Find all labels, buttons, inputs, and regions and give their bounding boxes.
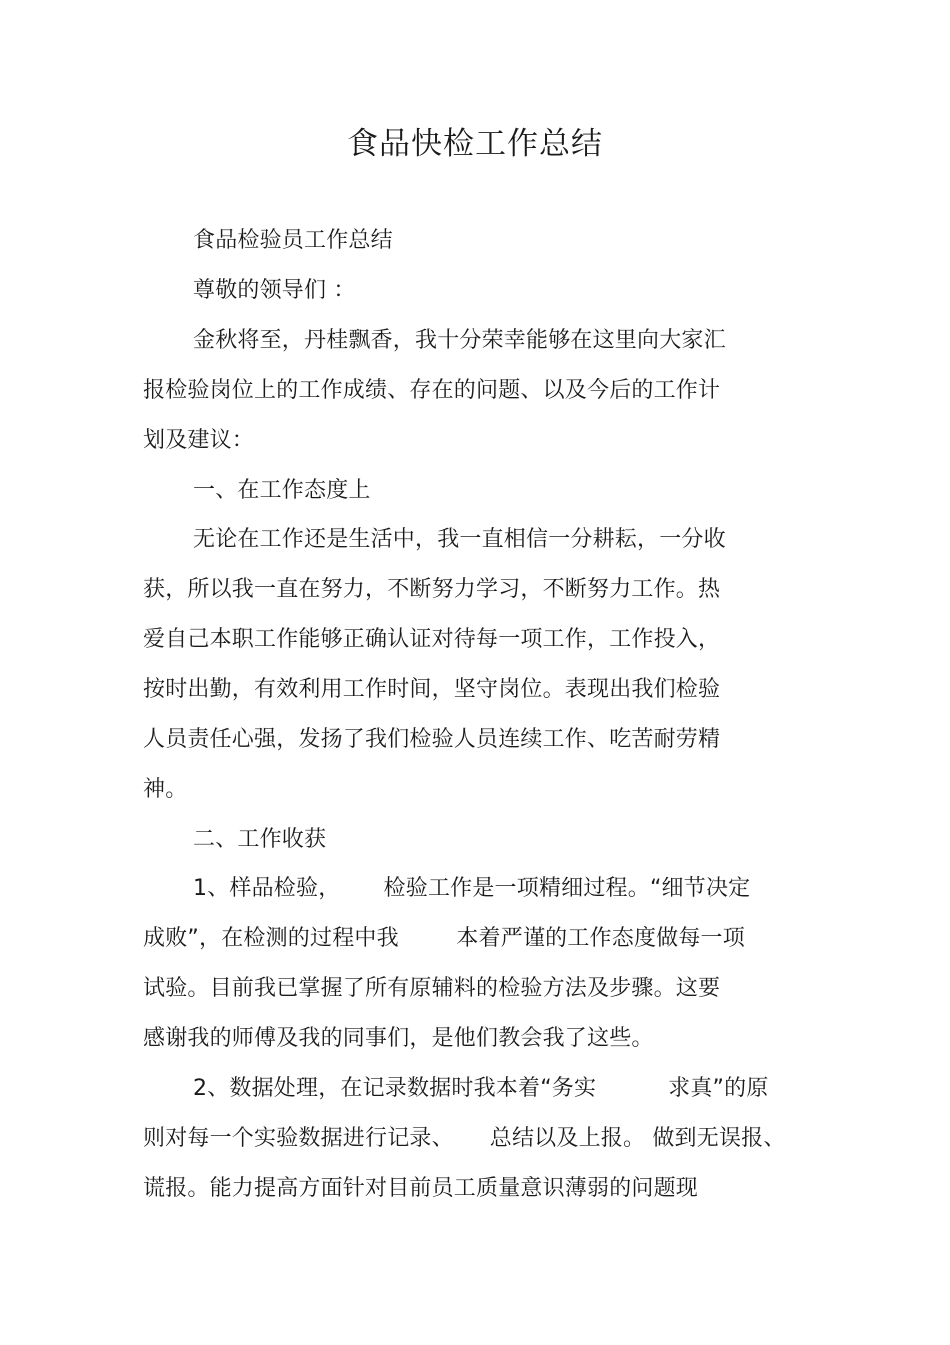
section-heading: 一、在工作态度上	[193, 478, 371, 503]
salutation-line: 尊敬的领导们 ：	[193, 278, 356, 303]
document-title: 食品快检工作总结	[347, 126, 603, 162]
paragraph-line: 试验。目前我已掌握了所有原辅料的检验方法及步骤。这要	[143, 976, 721, 1001]
paragraph-line: 2、数据处理，在记录数据时我本着“务实 求真”的原	[193, 1076, 769, 1101]
paragraph-line: 爱自己本职工作能够正确认证对待每一项工作，工作投入，	[143, 627, 721, 652]
paragraph-line: 感谢我的师傅及我的同事们，是他们教会我了这些。	[143, 1026, 654, 1051]
paragraph-line: 报检验岗位上的工作成绩、存在的问题、以及今后的工作计	[143, 378, 721, 403]
section-heading: 二、工作收获	[193, 827, 327, 852]
paragraph-line: 金秋将至，丹桂飘香，我十分荣幸能够在这里向大家汇	[193, 328, 726, 353]
paragraph-line: 1、样品检验， 检验工作是一项精细过程。“细节决定	[193, 876, 751, 901]
paragraph-line: 获，所以我一直在努力，不断努力学习，不断努力工作。热	[143, 577, 721, 602]
subtitle-line: 食品检验员工作总结	[193, 228, 393, 253]
paragraph-line: 人员责任心强，发扬了我们检验人员连续工作、吃苦耐劳精	[143, 727, 721, 752]
paragraph-line: 谎报。能力提高方面针对目前员工质量意识薄弱的问题现	[143, 1176, 699, 1201]
paragraph-line: 神。	[143, 777, 188, 802]
paragraph-line: 无论在工作还是生活中，我一直相信一分耕耘，一分收	[193, 527, 726, 552]
paragraph-line: 成败”，在检测的过程中我 本着严谨的工作态度做每一项	[143, 926, 745, 951]
paragraph-line: 划及建议：	[143, 428, 255, 453]
paragraph-line: 则对每一个实验数据进行记录、 总结以及上报。 做到无误报、	[143, 1126, 786, 1151]
paragraph-line: 按时出勤，有效利用工作时间，坚守岗位。表现出我们检验	[143, 677, 721, 702]
